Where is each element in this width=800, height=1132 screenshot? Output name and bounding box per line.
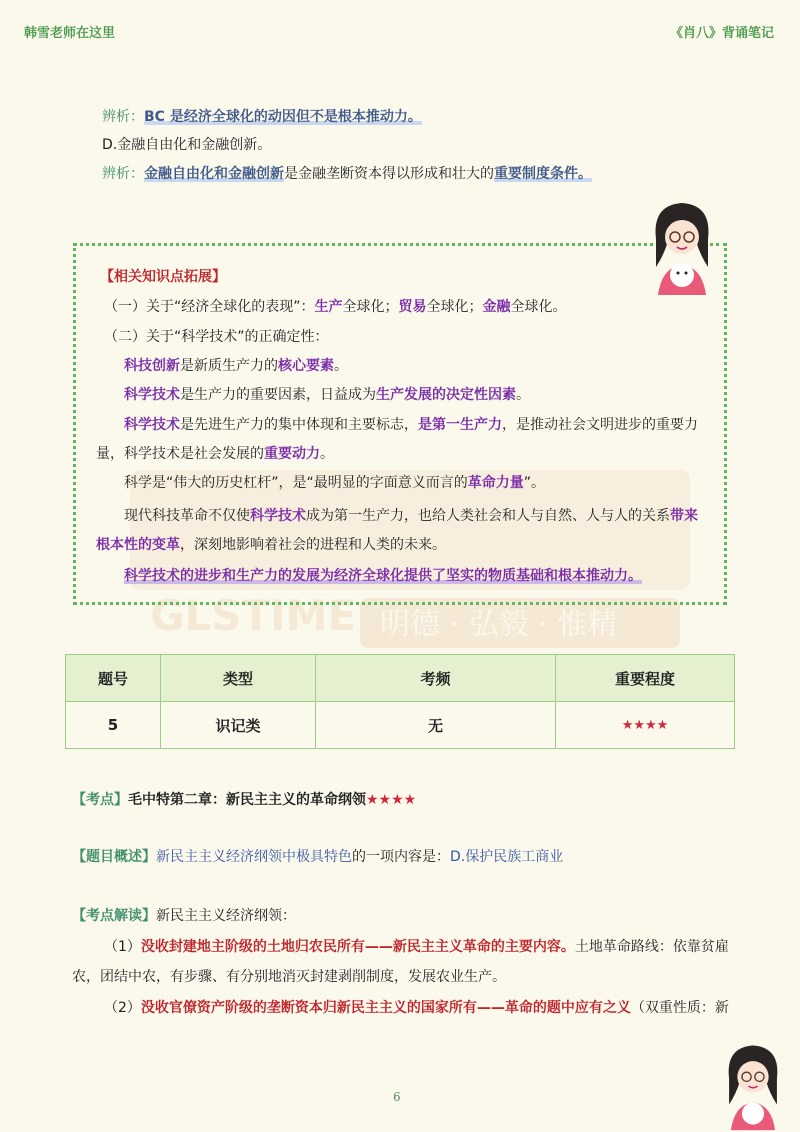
teacher-avatar-bottom-icon: [714, 1040, 792, 1132]
jiedu-item-1-cont: 农，团结中农，有步骤、有分别地消灭封建剥削制度，发展农业生产。: [72, 969, 506, 985]
jiedu-item-2: （2）没收官僚资产阶级的垄断资本归新民主主义的国家所有——革命的题中应有之义（双重性质：新: [104, 1000, 729, 1016]
analysis-text: 是金融垄断资本得以形成和壮大的: [284, 166, 494, 182]
knowledge-line-6: 量，科学技术是社会发展的重要动力。: [96, 446, 334, 462]
knowledge-line-7: 科学是“伟大的历史杠杆”，是“最明显的字面意义而言的革命力量”。: [124, 475, 546, 491]
kaodian-line: 【考点】毛中特第二章：新民主主义的革命纲领★★★★: [72, 792, 417, 808]
analysis-highlight: 金融自由化和金融创新: [144, 166, 284, 182]
svg-text:GLSTIME: GLSTIME: [150, 591, 357, 640]
table-cell-type: 识记类: [161, 702, 316, 749]
table-cell-frequency: 无: [316, 702, 556, 749]
header-right: 《肖八》背诵笔记: [669, 26, 774, 41]
gaishu-line: 【题目概述】新民主主义经济纲领中极具特色的一项内容是：D.保护民族工商业: [72, 849, 564, 865]
analysis-label: 辨析：: [102, 109, 144, 125]
analysis-highlight: 重要制度条件。: [494, 166, 592, 182]
option-d-line: D.金融自由化和金融创新。: [102, 137, 272, 153]
header-left: 韩雪老师在这里: [24, 26, 116, 41]
knowledge-line-1: （一）关于“经济全球化的表现”：生产全球化；贸易全球化；金融全球化。: [104, 299, 567, 315]
svg-text:明德 · 弘毅 · 惟精: 明德 · 弘毅 · 惟精: [380, 607, 618, 642]
table-header-frequency: 考频: [316, 655, 556, 702]
question-info-table: [65, 654, 735, 749]
page-number: 6: [393, 1090, 401, 1104]
knowledge-line-2: （二）关于“科学技术”的正确定性：: [104, 329, 329, 345]
analysis-text: BC 是经济全球化的动因但不是根本推动力。: [144, 109, 422, 125]
table-header-number: 题号: [66, 655, 161, 702]
knowledge-line-10: 科学技术的进步和生产力的发展为经济全球化提供了坚实的物质基础和根本推动力。: [124, 568, 642, 584]
knowledge-line-8: 现代科技革命不仅使科学技术成为第一生产力，也给人类社会和人与自然、人与人的关系带来: [124, 508, 698, 524]
table-cell-number: 5: [66, 702, 161, 749]
knowledge-line-3: 科技创新是新质生产力的核心要素。: [124, 358, 348, 374]
table-header-importance: 重要程度: [556, 655, 735, 702]
jiedu-line: 【考点解读】新民主主义经济纲领：: [72, 908, 296, 924]
knowledge-line-5: 科学技术是先进生产力的集中体现和主要标志，是第一生产力，是推动社会文明进步的重要力: [124, 417, 698, 433]
knowledge-title: 【相关知识点拓展】: [100, 269, 226, 285]
table-cell-importance: ★★★★: [556, 702, 735, 749]
jiedu-item-1: （1）没收封建地主阶级的土地归农民所有——新民主主义革命的主要内容。土地革命路线：依靠贫雇: [104, 939, 729, 955]
analysis-line-2: [102, 163, 592, 185]
table-header-type: 类型: [161, 655, 316, 702]
knowledge-line-4: 科学技术是生产力的重要因素，日益成为生产发展的决定性因素。: [124, 387, 530, 403]
analysis-label: 辨析：: [102, 166, 144, 182]
knowledge-line-9: 根本性的变革，深刻地影响着社会的进程和人类的未来。: [96, 537, 446, 553]
analysis-line-1: [102, 106, 422, 128]
teacher-avatar-icon: [642, 197, 722, 297]
